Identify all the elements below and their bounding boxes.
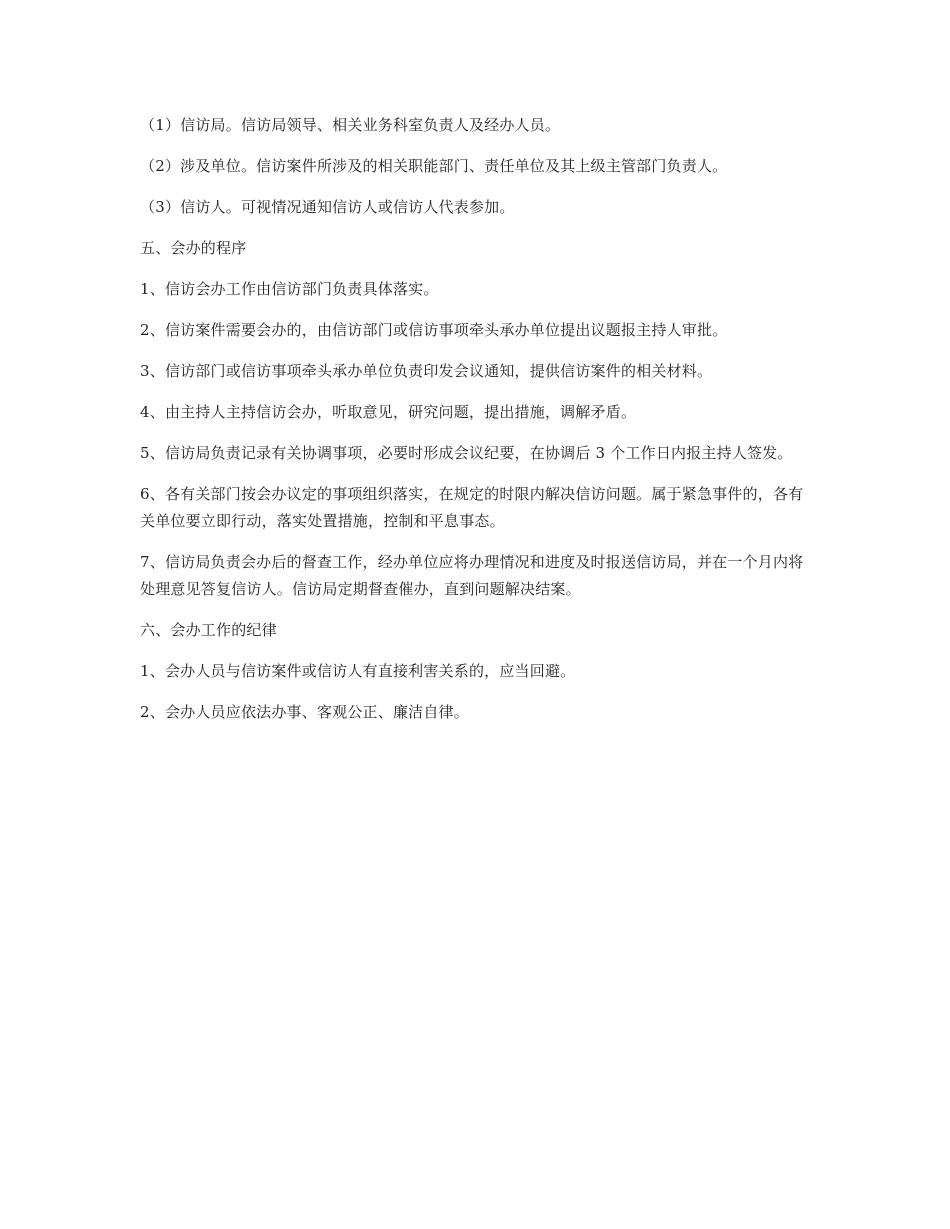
- paragraph-procedure-1: 1、信访会办工作由信访部门负责具体落实。: [140, 280, 439, 298]
- paragraph-procedure-5: 5、信访局负责记录有关协调事项，必要时形成会议纪要，在协调后 3 个工作日内报主持人签发。: [140, 444, 793, 462]
- paragraph-procedure-3: 3、信访部门或信访事项牵头承办单位负责印发会议通知，提供信访案件的相关材料。: [140, 362, 713, 380]
- paragraph-participant-3: （3）信访人。可视情况通知信访人或信访人代表参加。: [140, 198, 515, 216]
- paragraph-discipline-1: 1、会办人员与信访案件或信访人有直接利害关系的，应当回避。: [140, 662, 576, 680]
- document-body: [140, 112, 805, 740]
- paragraph-procedure-2: 2、信访案件需要会办的，由信访部门或信访事项牵头承办单位提出议题报主持人审批。: [140, 321, 728, 339]
- paragraph-procedure-6: 6、各有关部门按会办议定的事项组织落实，在规定的时限内解决信访问题。属于紧急事件的，各有关单位要立即行动，落实处置措施，控制和平息事态。: [140, 485, 804, 530]
- paragraph-participant-1: （1）信访局。信访局领导、相关业务科室负责人及经办人员。: [140, 116, 561, 134]
- paragraph-discipline-2: 2、会办人员应依法办事、客观公正、廉洁自律。: [140, 703, 469, 721]
- section-heading-discipline: 六、会办工作的纪律: [140, 621, 277, 639]
- section-heading-procedure: 五、会办的程序: [140, 239, 247, 257]
- paragraph-procedure-4: 4、由主持人主持信访会办，听取意见，研究问题，提出措施，调解矛盾。: [140, 403, 637, 421]
- paragraph-procedure-7: 7、信访局负责会办后的督查工作，经办单位应将办理情况和进度及时报送信访局，并在一个月内将处理意见答复信访人。信访局定期督查催办，直到问题解决结案。: [140, 553, 804, 598]
- paragraph-participant-2: （2）涉及单位。信访案件所涉及的相关职能部门、责任单位及其上级主管部门负责人。: [140, 157, 728, 175]
